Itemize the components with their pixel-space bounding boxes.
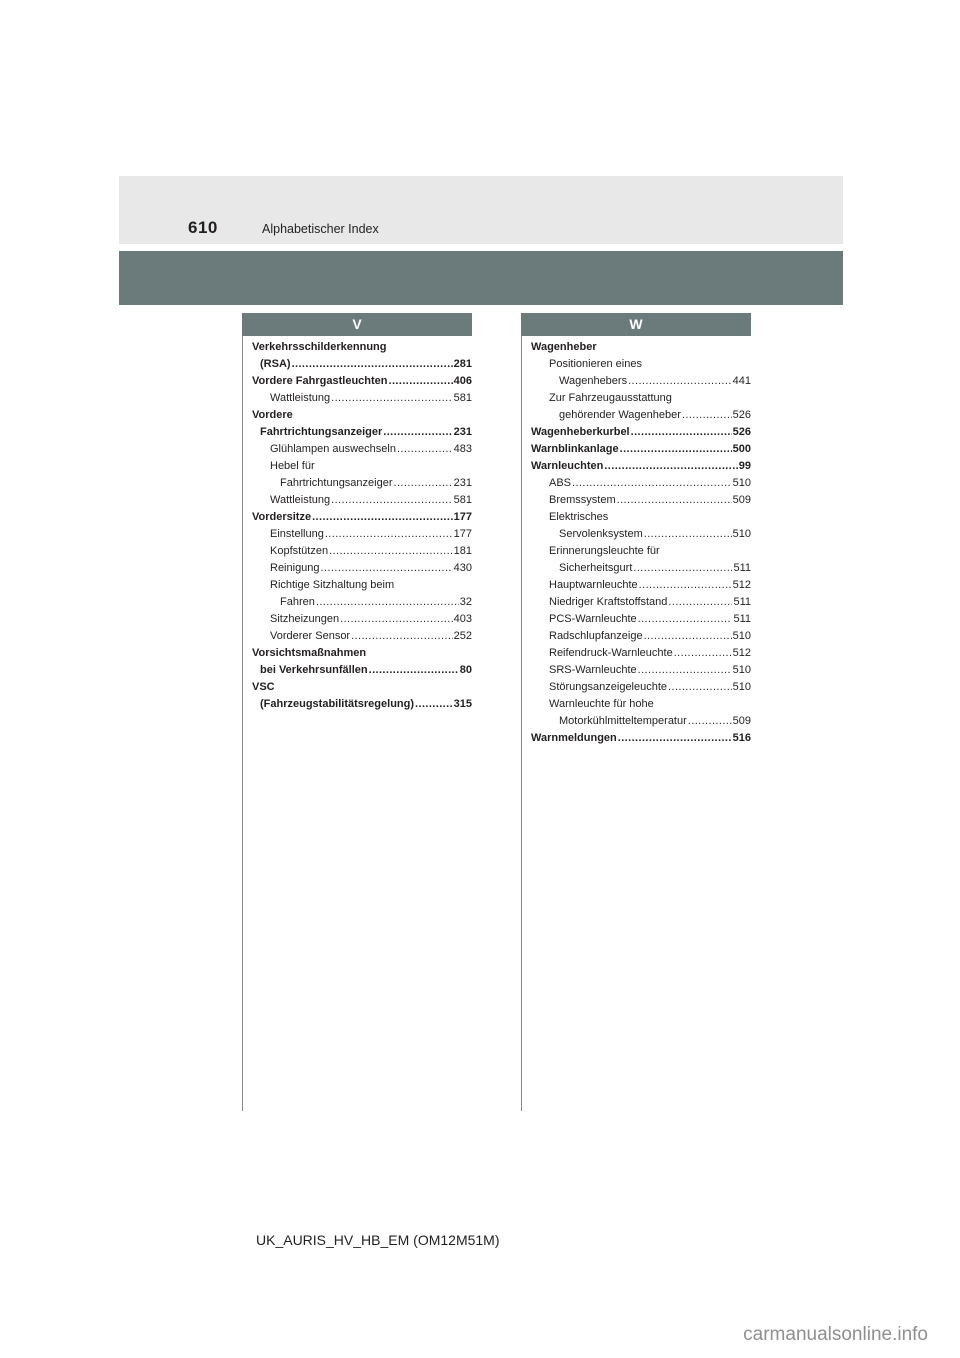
dot-leader bbox=[316, 594, 459, 611]
dot-leader bbox=[369, 662, 459, 679]
title-bar bbox=[119, 251, 843, 305]
entry-page-number: 231 bbox=[453, 426, 472, 438]
entry-page-number: 99 bbox=[738, 460, 751, 472]
document-code: UK_AURIS_HV_HB_EM (OM12M51M) bbox=[256, 1232, 500, 1248]
index-entry bbox=[252, 645, 472, 662]
dot-leader bbox=[617, 492, 732, 509]
dot-leader bbox=[631, 424, 732, 441]
entry-page-number: 430 bbox=[453, 562, 472, 574]
index-entry bbox=[252, 662, 472, 679]
entry-page-number: 510 bbox=[732, 664, 751, 676]
entry-term: Hebel für bbox=[270, 460, 315, 472]
index-entry bbox=[252, 492, 472, 509]
dot-leader bbox=[325, 526, 453, 543]
entry-page-number: 406 bbox=[453, 375, 472, 387]
watermark: carmanualsonline.info bbox=[743, 1324, 928, 1345]
index-entry bbox=[531, 424, 751, 441]
entry-term: Wattleistung bbox=[270, 392, 331, 404]
index-entry bbox=[252, 526, 472, 543]
index-entry bbox=[252, 390, 472, 407]
entry-term: gehörender Wagenheber bbox=[559, 409, 681, 421]
entry-page-number: 231 bbox=[453, 477, 472, 489]
dot-leader bbox=[397, 441, 453, 458]
entry-term: PCS-Warnleuchte bbox=[549, 613, 637, 625]
index-list-w bbox=[531, 339, 751, 747]
dot-leader bbox=[604, 458, 737, 475]
entry-term: Elektrisches bbox=[549, 511, 609, 523]
column-divider-left bbox=[242, 336, 243, 1111]
entry-term: SRS-Warnleuchte bbox=[549, 664, 637, 676]
entry-term: Bremssystem bbox=[549, 494, 616, 506]
entry-page-number: 32 bbox=[459, 596, 472, 608]
index-entry bbox=[252, 475, 472, 492]
entry-term: Sicherheitsgurt bbox=[559, 562, 633, 574]
entry-term: Wagenheberkurbel bbox=[531, 426, 630, 438]
dot-leader bbox=[639, 577, 732, 594]
entry-term: Einstellung bbox=[270, 528, 324, 540]
entry-term: Richtige Sitzhaltung beim bbox=[270, 579, 395, 591]
entry-term: Verkehrsschilderkennung bbox=[252, 341, 387, 353]
index-entry bbox=[252, 543, 472, 560]
entry-term: Niedriger Kraftstoffstand bbox=[549, 596, 668, 608]
dot-leader bbox=[674, 645, 732, 662]
entry-term: Wattleistung bbox=[270, 494, 331, 506]
entry-term: Vorsichtsmaßnahmen bbox=[252, 647, 367, 659]
dot-leader bbox=[682, 407, 732, 424]
entry-term: Reinigung bbox=[270, 562, 320, 574]
entry-term: Erinnerungsleuchte für bbox=[549, 545, 660, 557]
dot-leader bbox=[688, 713, 732, 730]
entry-term: Wagenhebers bbox=[559, 375, 628, 387]
entry-term: Vordersitze bbox=[252, 511, 312, 523]
entry-page-number: 526 bbox=[732, 409, 751, 421]
entry-page-number: 511 bbox=[733, 613, 751, 625]
entry-term: Hauptwarnleuchte bbox=[549, 579, 638, 591]
index-entry bbox=[252, 679, 472, 696]
entry-term: Radschlupfanzeige bbox=[549, 630, 643, 642]
entry-page-number: 511 bbox=[733, 562, 751, 574]
entry-term: Fahrtrichtungsanzeiger bbox=[260, 426, 383, 438]
index-entry bbox=[252, 560, 472, 577]
entry-term: Warnmeldungen bbox=[531, 732, 617, 744]
index-entry bbox=[531, 509, 751, 526]
header-band bbox=[119, 176, 843, 244]
index-entry bbox=[252, 577, 472, 594]
entry-term: Wagenheber bbox=[531, 341, 597, 353]
index-entry bbox=[531, 407, 751, 424]
entry-term: Glühlampen auswechseln bbox=[270, 443, 396, 455]
page-number: 610 bbox=[188, 218, 218, 237]
index-entry bbox=[531, 356, 751, 373]
index-entry bbox=[531, 390, 751, 407]
index-entry bbox=[531, 543, 751, 560]
entry-page-number: 581 bbox=[453, 494, 472, 506]
entry-page-number: 512 bbox=[732, 647, 751, 659]
entry-page-number: 80 bbox=[459, 664, 472, 676]
entry-page-number: 177 bbox=[453, 528, 472, 540]
letter-header-w: W bbox=[521, 313, 751, 336]
dot-leader bbox=[644, 526, 732, 543]
index-entry bbox=[252, 339, 472, 356]
index-entry bbox=[252, 407, 472, 424]
index-entry bbox=[252, 509, 472, 526]
index-entry bbox=[531, 611, 751, 628]
index-entry bbox=[531, 560, 751, 577]
entry-page-number: 581 bbox=[453, 392, 472, 404]
dot-leader bbox=[618, 730, 732, 747]
entry-term: Kopfstützen bbox=[270, 545, 329, 557]
entry-page-number: 403 bbox=[453, 613, 472, 625]
index-entry bbox=[252, 356, 472, 373]
dot-leader bbox=[321, 560, 453, 577]
entry-page-number: 281 bbox=[453, 358, 472, 370]
entry-term: bei Verkehrsunfällen bbox=[260, 664, 368, 676]
dot-leader bbox=[633, 560, 732, 577]
index-entry bbox=[531, 730, 751, 747]
entry-term: Fahrtrichtungsanzeiger bbox=[280, 477, 393, 489]
entry-page-number: 510 bbox=[732, 477, 751, 489]
entry-page-number: 510 bbox=[732, 681, 751, 693]
dot-leader bbox=[415, 696, 453, 713]
entry-page-number: 181 bbox=[453, 545, 472, 557]
index-entry bbox=[252, 594, 472, 611]
dot-leader bbox=[329, 543, 453, 560]
dot-leader bbox=[644, 628, 732, 645]
entry-term: Warnleuchten bbox=[531, 460, 604, 472]
index-entry bbox=[531, 696, 751, 713]
index-entry bbox=[531, 713, 751, 730]
index-entry bbox=[531, 594, 751, 611]
index-entry bbox=[252, 373, 472, 390]
index-entry bbox=[252, 424, 472, 441]
dot-leader bbox=[312, 509, 453, 526]
column-divider-right bbox=[521, 336, 522, 1111]
entry-term: VSC bbox=[252, 681, 275, 693]
entry-page-number: 177 bbox=[453, 511, 472, 523]
entry-term: Fahren bbox=[280, 596, 315, 608]
index-entry bbox=[531, 339, 751, 356]
dot-leader bbox=[628, 373, 732, 390]
entry-term: Sitzheizungen bbox=[270, 613, 340, 625]
letter-header-v: V bbox=[242, 313, 472, 336]
entry-page-number: 315 bbox=[453, 698, 472, 710]
index-entry bbox=[252, 696, 472, 713]
dot-leader bbox=[668, 594, 732, 611]
index-entry bbox=[531, 577, 751, 594]
entry-term: Reifendruck-Warnleuchte bbox=[549, 647, 673, 659]
index-entry bbox=[531, 458, 751, 475]
entry-term: Vordere bbox=[252, 409, 293, 421]
dot-leader bbox=[394, 475, 453, 492]
index-entry bbox=[252, 458, 472, 475]
entry-term: Servolenksystem bbox=[559, 528, 643, 540]
entry-page-number: 512 bbox=[732, 579, 751, 591]
dot-leader bbox=[292, 356, 453, 373]
entry-term: Vorderer Sensor bbox=[270, 630, 351, 642]
entry-page-number: 509 bbox=[732, 494, 751, 506]
entry-page-number: 516 bbox=[732, 732, 751, 744]
entry-term: Zur Fahrzeugausstattung bbox=[549, 392, 672, 404]
index-entry bbox=[531, 475, 751, 492]
entry-page-number: 510 bbox=[732, 528, 751, 540]
entry-term: Warnleuchte für hohe bbox=[549, 698, 654, 710]
section-title: Alphabetischer Index bbox=[262, 222, 379, 236]
entry-page-number: 441 bbox=[732, 375, 751, 387]
dot-leader bbox=[340, 611, 453, 628]
entry-term: Störungsanzeigeleuchte bbox=[549, 681, 668, 693]
index-entry bbox=[531, 373, 751, 390]
index-entry bbox=[531, 679, 751, 696]
index-list-v bbox=[252, 339, 472, 713]
dot-leader bbox=[620, 441, 732, 458]
entry-term: ABS bbox=[549, 477, 572, 489]
entry-term: Warnblinkanlage bbox=[531, 443, 619, 455]
dot-leader bbox=[351, 628, 453, 645]
dot-leader bbox=[389, 373, 453, 390]
entry-page-number: 510 bbox=[732, 630, 751, 642]
index-entry bbox=[531, 628, 751, 645]
dot-leader bbox=[331, 390, 453, 407]
entry-page-number: 483 bbox=[453, 443, 472, 455]
entry-page-number: 500 bbox=[732, 443, 751, 455]
entry-term: Positionieren eines bbox=[549, 358, 642, 370]
index-entry bbox=[252, 611, 472, 628]
entry-term: Vordere Fahrgastleuchten bbox=[252, 375, 388, 387]
dot-leader bbox=[668, 679, 732, 696]
index-entry bbox=[531, 526, 751, 543]
dot-leader bbox=[638, 611, 733, 628]
index-entry bbox=[531, 441, 751, 458]
entry-term: (Fahrzeugstabilitätsregelung) bbox=[260, 698, 415, 710]
index-entry bbox=[531, 645, 751, 662]
index-entry bbox=[531, 662, 751, 679]
dot-leader bbox=[572, 475, 732, 492]
index-entry bbox=[252, 441, 472, 458]
index-entry bbox=[252, 628, 472, 645]
dot-leader bbox=[638, 662, 732, 679]
index-entry bbox=[531, 492, 751, 509]
entry-page-number: 252 bbox=[453, 630, 472, 642]
entry-page-number: 509 bbox=[732, 715, 751, 727]
entry-page-number: 511 bbox=[733, 596, 751, 608]
entry-page-number: 526 bbox=[732, 426, 751, 438]
entry-term: (RSA) bbox=[260, 358, 291, 370]
entry-term: Motorkühlmitteltemperatur bbox=[559, 715, 687, 727]
dot-leader bbox=[383, 424, 452, 441]
dot-leader bbox=[331, 492, 453, 509]
